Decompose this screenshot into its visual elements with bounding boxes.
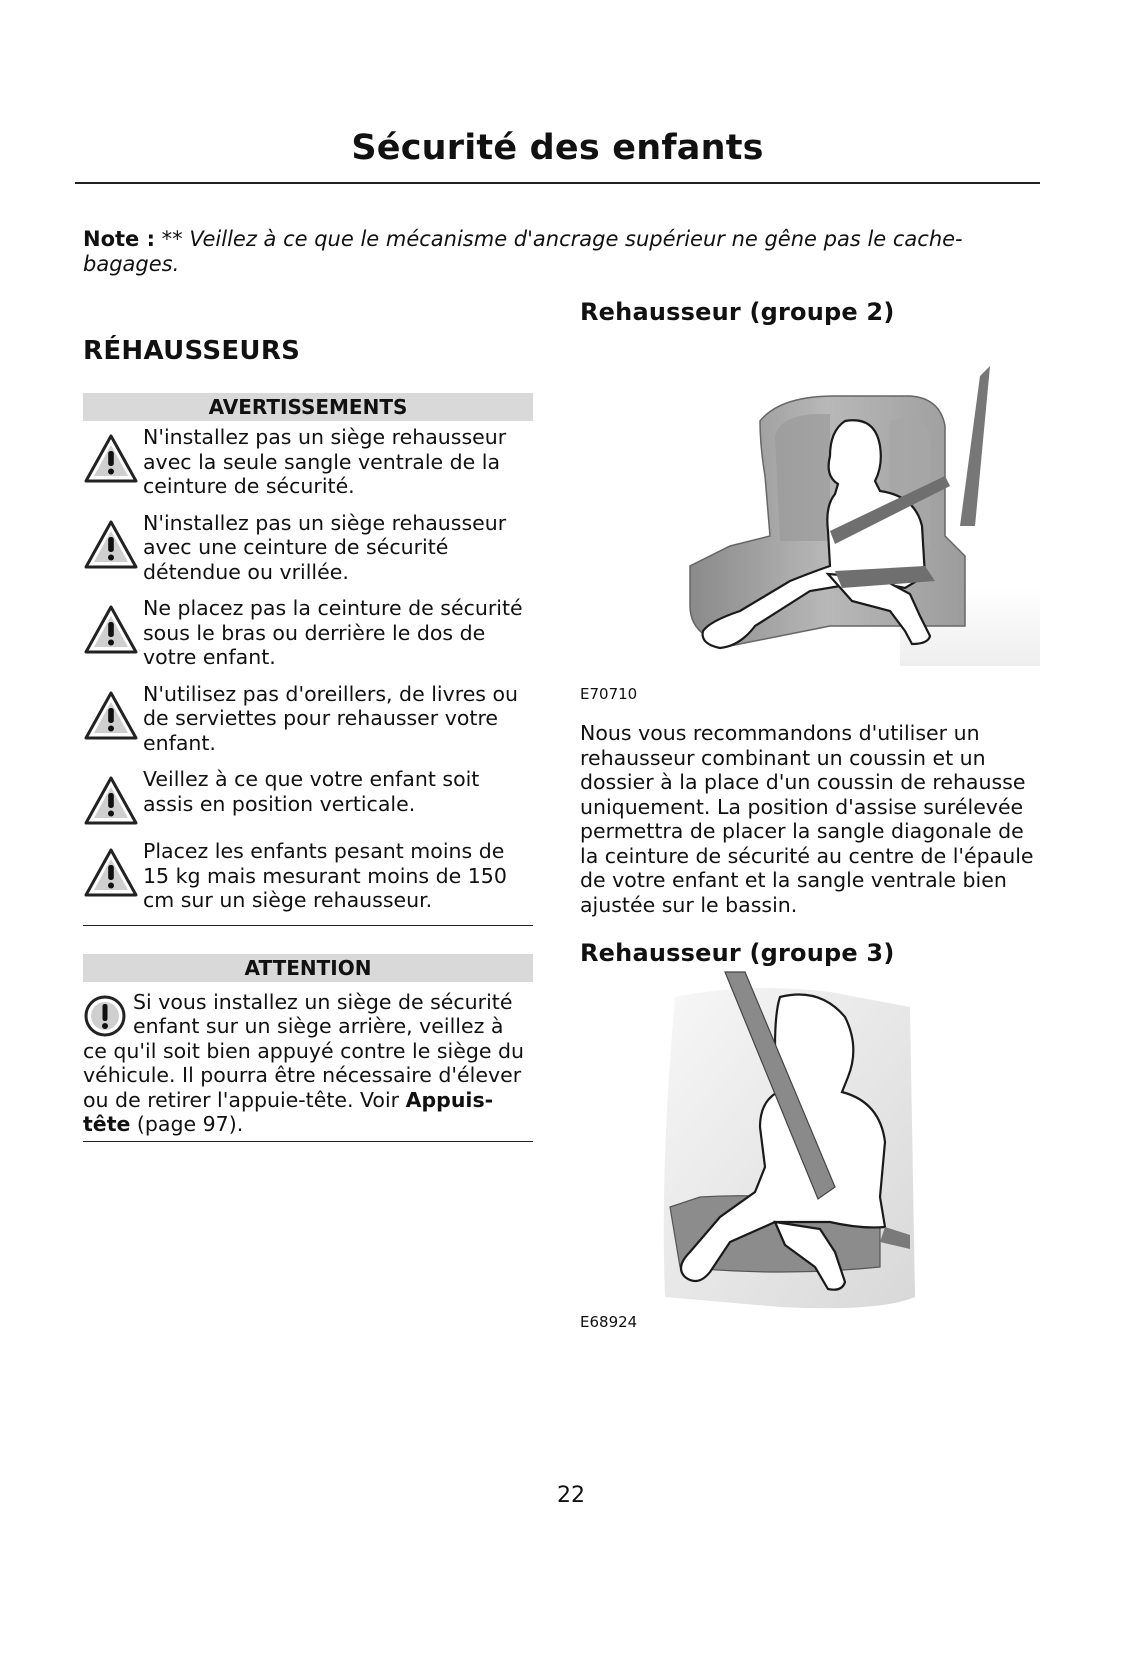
note-text: ** Veillez à ce que le mécanisme d'ancrage supérieur ne gêne pas le cache-bagages.: [83, 227, 963, 276]
warning-item: [83, 425, 533, 499]
attention-header: ATTENTION: [83, 954, 533, 982]
attention-link[interactable]: Appuis-tête: [83, 1087, 494, 1136]
page-number: 22: [557, 1483, 585, 1508]
warning-triangle-icon: [83, 433, 139, 485]
attention-divider: [83, 1141, 533, 1142]
warning-text: Placez les enfants pesant moins de 15 kg mais mesurant moins de 150 cm sur un siège rehausseur.: [143, 839, 507, 912]
warning-item: [83, 596, 533, 670]
attention-text: [83, 990, 533, 1137]
warning-triangle-icon: [83, 775, 139, 827]
group2-figure: [580, 326, 1040, 703]
right-column: [580, 298, 1040, 1331]
warning-item: [83, 767, 533, 827]
warning-text: Ne placez pas la ceinture de sécurité sous le bras ou derrière le dos de votre enfant.: [143, 596, 523, 669]
booster-cushion-illustration: [580, 967, 1040, 1327]
group2-title: Rehausseur (groupe 2): [580, 298, 895, 326]
note-label: Note :: [83, 227, 155, 251]
fig1-code: E70710: [580, 685, 638, 703]
warning-text: N'installez pas un siège rehausseur avec la seule sangle ventrale de la ceinture de sécurité.: [143, 425, 507, 498]
warning-item: [83, 682, 533, 756]
recommendation-paragraph: Nous vous recommandons d'utiliser un rehausseur combinant un coussin et un dossier à la place d'un coussin de rehausse uniquement. La position d'assise surélevée permettra de placer la sangle diagonale de la ceinture de sécurité au centre de l'épaule de votre enfant et la sangle ventrale bien ajustée sur le bassin.: [580, 721, 1034, 917]
warning-item: [83, 839, 533, 913]
warning-text: N'utilisez pas d'oreillers, de livres ou de serviettes pour rehausser votre enfant.: [143, 681, 519, 755]
page-title: Sécurité des enfants: [351, 128, 764, 168]
booster-seat-with-backrest-illustration: [580, 326, 1040, 681]
attention-text-after: (page 97).: [130, 1112, 244, 1136]
warning-triangle-icon: [83, 519, 139, 571]
left-column: [83, 330, 533, 1142]
warnings-list: [83, 425, 533, 913]
group3-figure: [580, 967, 1040, 1331]
title-rule: [75, 182, 1040, 184]
warning-text: Veillez à ce que votre enfant soit assis en position verticale.: [143, 767, 480, 816]
section-title: RÉHAUSSEURS: [83, 336, 301, 366]
warning-text: N'installez pas un siège rehausseur avec une ceinture de sécurité détendue ou vrillée.: [143, 510, 507, 584]
warning-triangle-icon: [83, 847, 139, 899]
warning-triangle-icon: [83, 604, 139, 656]
warning-triangle-icon: [83, 690, 139, 742]
warning-item: [83, 511, 533, 585]
attention-text-before: Si vous installez un siège de sécurité enfant sur un siège arrière, veillez à ce qu'il soit bien appuyé contre le siège du véhicule. Il pourra être nécessaire d'élever ou de retirer l'appuie-tête. Voir: [83, 989, 525, 1112]
warnings-header: AVERTISSEMENTS: [83, 393, 533, 421]
note: [83, 227, 983, 277]
attention-icon: [83, 994, 127, 1038]
warnings-divider: [83, 925, 533, 926]
group3-title: Rehausseur (groupe 3): [580, 939, 895, 967]
fig2-code: E68924: [580, 1313, 638, 1331]
